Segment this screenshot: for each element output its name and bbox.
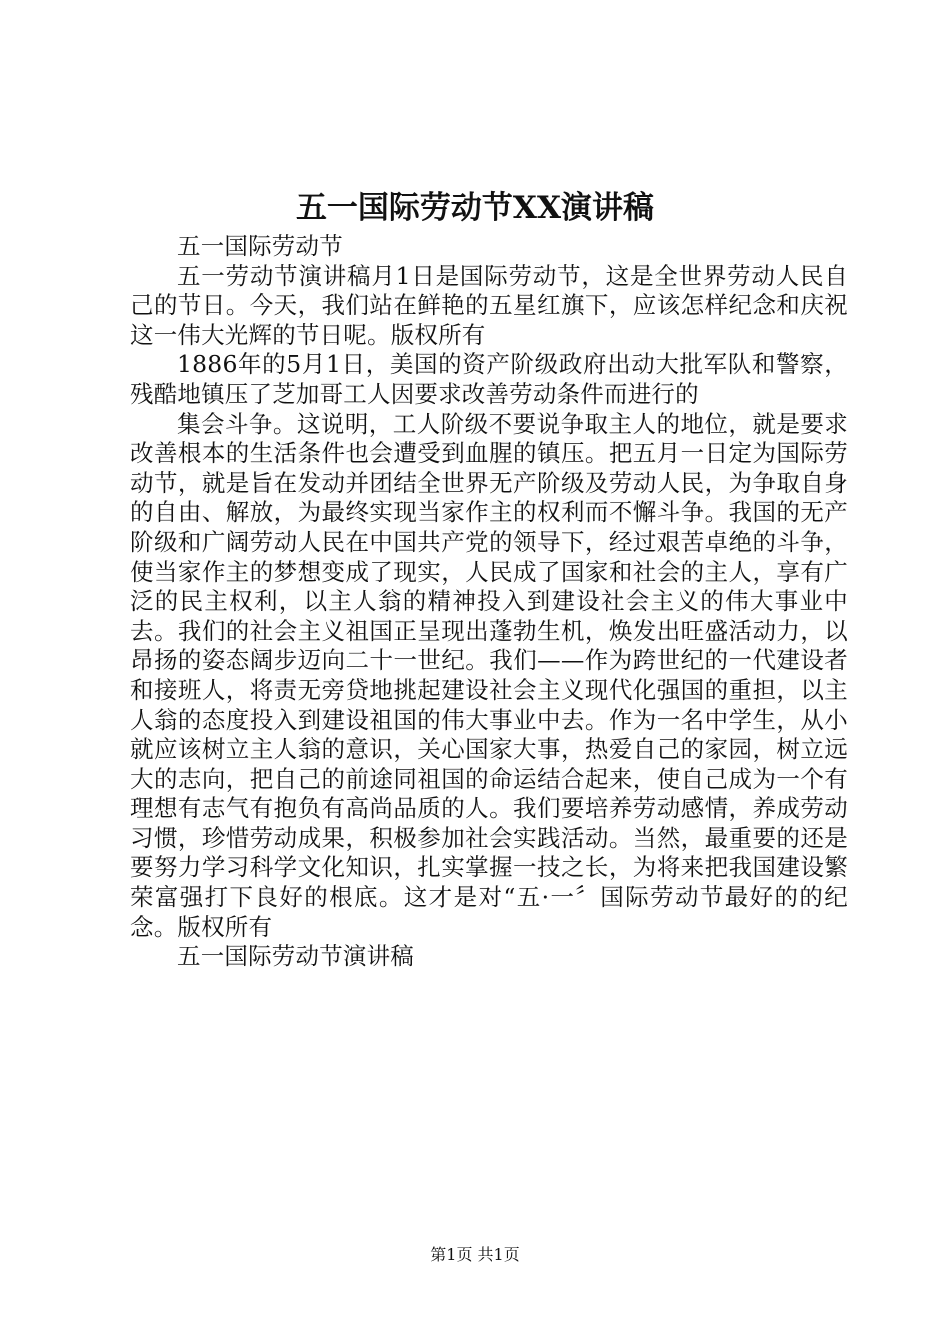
paragraph-closing: 五一国际劳动节演讲稿: [177, 942, 414, 971]
paragraph-intro: 五一劳动节演讲稿月1日是国际劳动节，这是全世界劳动人民自己的节日。今天，我们站在鲜艳的五星红旗下，应该怎样纪念和庆祝这一伟大光辉的节日呢。版权所有: [130, 261, 848, 349]
document-body: [130, 232, 848, 972]
paragraph-history: 1886年的5月1日，美国的资产阶级政府出动大批军队和警察，残酷地镇压了芝加哥工人因要求改善劳动条件而进行的: [130, 350, 848, 408]
page-footer: 第1页 共1页: [430, 1245, 520, 1264]
paragraph-heading: 五一国际劳动节: [177, 232, 343, 260]
paragraph-main: 集会斗争。这说明，工人阶级不要说争取主人的地位，就是要求改善根本的生活条件也会遭受到血腥的镇压。把五月一日定为国际劳动节，就是旨在发动并团结全世界无产阶级及劳动人民，为争取自身的自由、解放，为最终实现当家作主的权利而不懈斗争。我国的无产阶级和广阔劳动人民在中国共产党的领导下，经过艰苦卓绝的斗争，使当家作主的梦想变成了现实，人民成了国家和社会的主人，享有广泛的民主权利，以主人翁的精神投入到建设社会主义的伟大事业中去。我们的社会主义祖国正呈现出蓬勃生机，焕发出旺盛活动力，以昂扬的姿态阔步迈向二十一世纪。我们——作为跨世纪的一代建设者和接班人，将责无旁贷地挑起建设社会主义现代化强国的重担，以主人翁的态度投入到建设祖国的伟大事业中去。作为一名中学生，从小就应该树立主人翁的意识，关心国家大事，热爱自己的家园，树立远大的志向，把自己的前途同祖国的命运结合起来，使自己成为一个有理想有志气有抱负有高尚品质的人。我们要培养劳动感情，养成劳动习惯，珍惜劳动成果，积极参加社会实践活动。当然，最重要的还是要努力学习科学文化知识，扎实掌握一技之长，为将来把我国建设繁荣富强打下良好的根底。这才是对“五·一〞国际劳动节最好的的纪念。版权所有: [130, 409, 848, 941]
document-title: 五一国际劳动节XX演讲稿: [295, 190, 655, 226]
